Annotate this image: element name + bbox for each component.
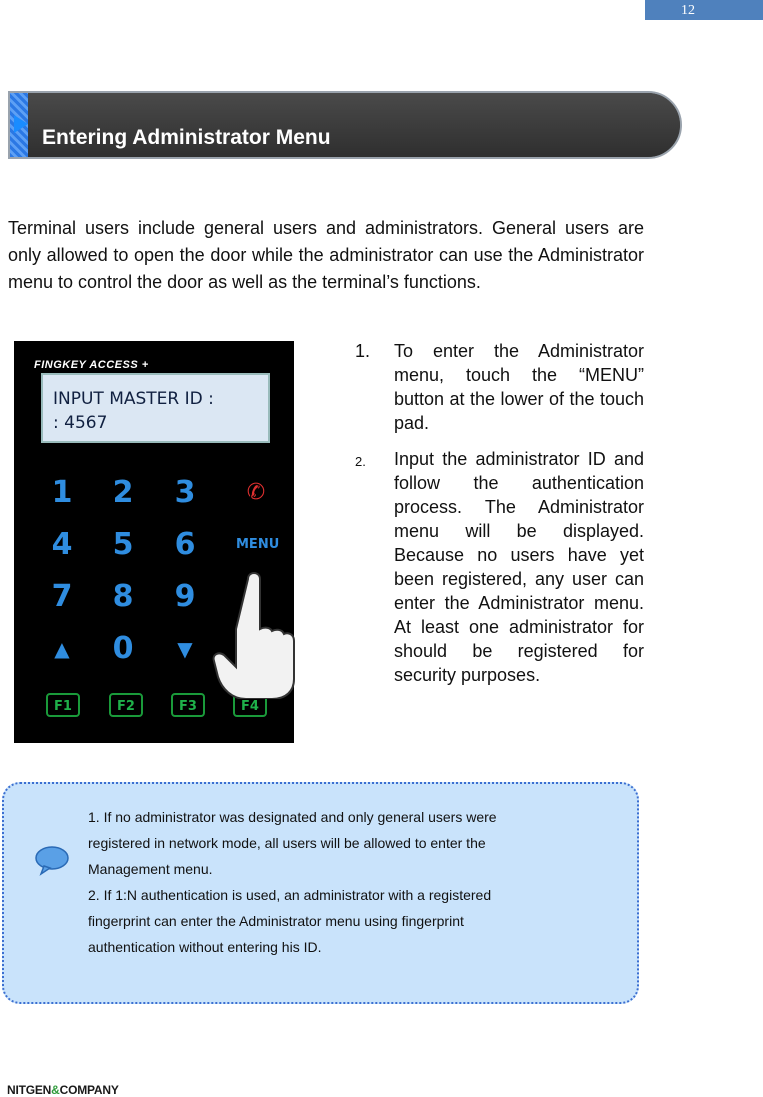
logo-amp: & (51, 1083, 60, 1097)
device-image (14, 341, 294, 743)
keypad-key: 4 (51, 527, 73, 562)
function-key: F1 (46, 693, 80, 717)
tip-line: authentication without entering his ID. (88, 939, 322, 955)
page-number (645, 0, 763, 20)
keypad-key: 3 (174, 475, 196, 510)
section-title: Entering Administrator Menu (42, 126, 331, 149)
function-key: F2 (109, 693, 143, 717)
step-number: 2. (355, 454, 366, 469)
tip-text (88, 804, 628, 960)
tip-box (2, 782, 639, 1004)
triangle-icon (14, 115, 28, 133)
step-item (355, 447, 644, 687)
step-text: To enter the Administrator menu, touch the “MENU” button at the lower of the touch pad. (394, 341, 644, 433)
keypad-key: 2 (112, 475, 134, 510)
section-banner (8, 91, 682, 159)
keypad-key: ▼ (177, 637, 193, 661)
logo-part-2: COMPANY (59, 1083, 119, 1097)
keypad-key: ▲ (54, 637, 70, 661)
phone-icon: ✆ (246, 480, 266, 505)
lcd-line-2: : 4567 (53, 413, 108, 433)
tip-icon (34, 844, 70, 876)
function-key: F3 (171, 693, 205, 717)
finger-pointer-icon (212, 569, 298, 699)
tip-line: 1. If no administrator was designated and only general users were (88, 809, 497, 825)
lcd-display (41, 373, 270, 443)
tip-line: fingerprint can enter the Administrator menu using fingerprint (88, 913, 464, 929)
logo-part-1: NITGEN (7, 1083, 52, 1097)
keypad-key: 1 (51, 475, 73, 510)
footer-logo (7, 1083, 119, 1097)
intro-paragraph: Terminal users include general users and administrators. General users are only allowed to open the door while the administrator can use the Administrator menu to control the door as well as the terminal’s functions. (8, 218, 644, 292)
function-key: F4 (233, 693, 267, 717)
keypad-key: 7 (51, 579, 73, 614)
keypad-key: 6 (174, 527, 196, 562)
tip-line: Management menu. (88, 861, 213, 877)
lcd-line-1: INPUT MASTER ID : (53, 389, 214, 409)
step-item (355, 339, 644, 435)
step-number: 1. (355, 341, 371, 361)
tip-line: registered in network mode, all users will be allowed to enter the (88, 835, 486, 851)
steps-list (355, 339, 644, 699)
keypad-key: 5 (112, 527, 134, 562)
keypad-key: 0 (112, 631, 134, 666)
page-number-text: 12 (681, 3, 695, 18)
menu-key: MENU (236, 537, 280, 552)
keypad-key: 9 (174, 579, 196, 614)
keypad-key: 8 (112, 579, 134, 614)
device-brand: FINGKEY ACCESS + (34, 359, 149, 371)
tip-line: 2. If 1:N authentication is used, an administrator with a registered (88, 887, 492, 903)
step-text: Input the administrator ID and follow the authentication process. The Administrator menu will be displayed. Because no users have yet been registered, any user can enter the Administrator menu. At least one administrator for should be registered for security purposes. (394, 449, 644, 685)
